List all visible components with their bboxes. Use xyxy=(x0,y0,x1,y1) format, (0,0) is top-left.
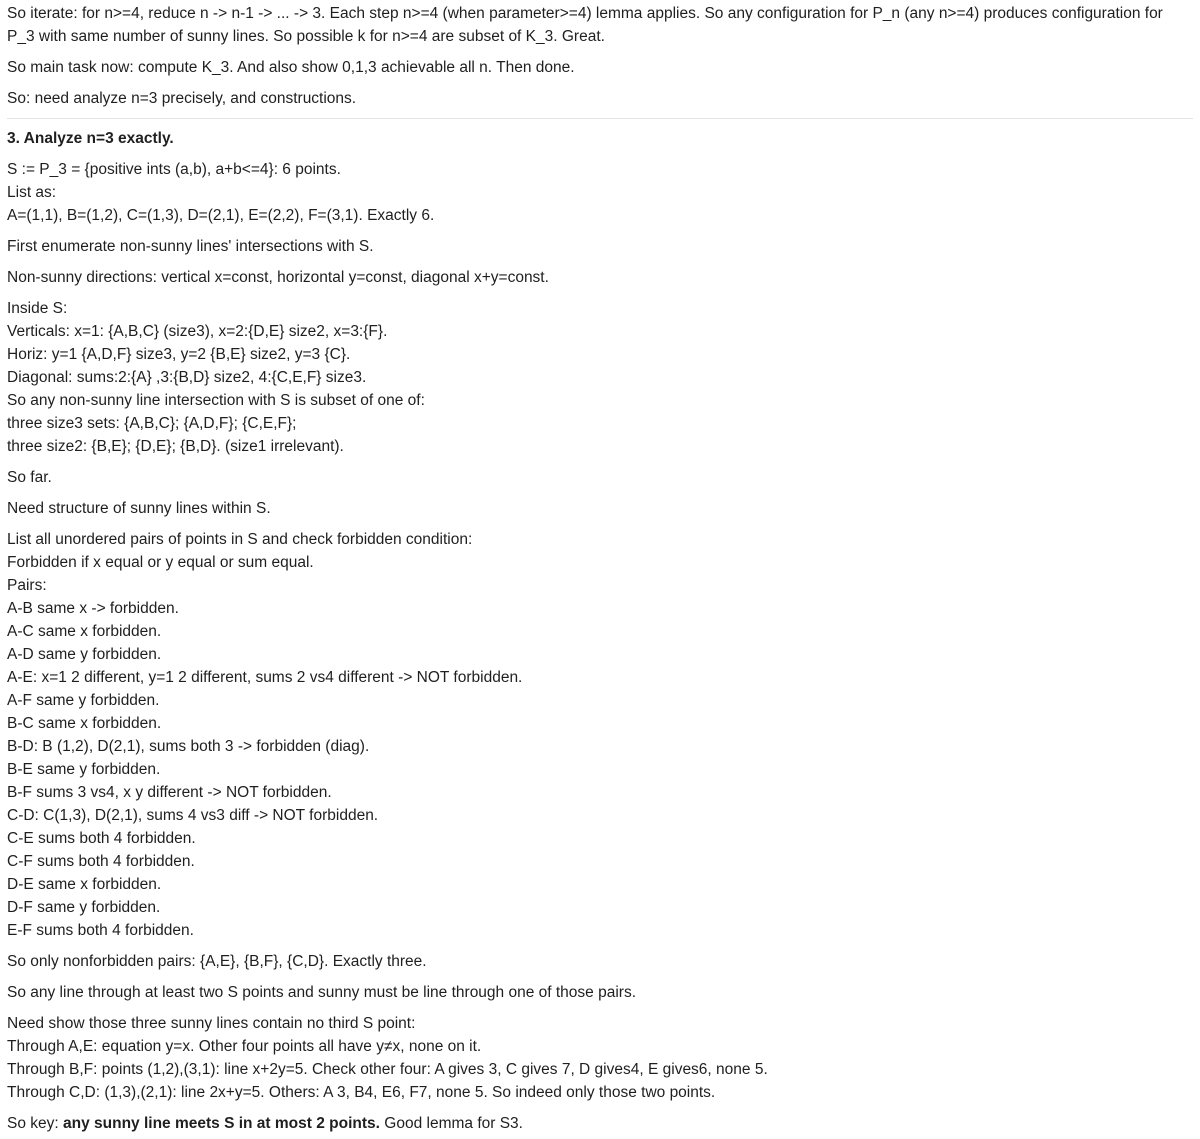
text-line: Horiz: y=1 {A,D,F} size3, y=2 {B,E} size2, y=3 {C}. xyxy=(7,346,351,363)
text-line: Diagonal: sums:2:{A} ,3:{B,D} size2, 4:{C,E,F} size3. xyxy=(7,369,367,386)
key-suffix: Good lemma for S3. xyxy=(379,1115,523,1132)
any-line-paragraph xyxy=(7,981,1193,1004)
text-line: So main task now: compute K_3. And also show 0,1,3 achievable all n. Then done. xyxy=(7,59,575,76)
text-line: So iterate: for n>=4, reduce n -> n-1 -> ... -> 3. Each step n>=4 (when parameter>=4) lemma applies. So any configuration for P_n (any n>=4) produces configuration for xyxy=(7,5,1163,22)
pair-line: C-D: C(1,3), D(2,1), sums 4 vs3 diff -> NOT forbidden. xyxy=(7,807,379,824)
text-line: So: need analyze n=3 precisely, and constructions. xyxy=(7,90,357,107)
text-line: Through A,E: equation y=x. Other four points all have y≠x, none on it. xyxy=(7,1038,482,1055)
pair-line: B-D: B (1,2), D(2,1), sums both 3 -> forbidden (diag). xyxy=(7,738,370,755)
section-divider xyxy=(7,118,1193,119)
pair-line: A-C same x forbidden. xyxy=(7,623,162,640)
text-line: List all unordered pairs of points in S and check forbidden condition: xyxy=(7,531,473,548)
pair-line: B-C same x forbidden. xyxy=(7,715,162,732)
text-line: A=(1,1), B=(1,2), C=(1,3), D=(2,1), E=(2,2), F=(3,1). Exactly 6. xyxy=(7,207,435,224)
pair-line: A-B same x -> forbidden. xyxy=(7,600,179,617)
pair-line: D-E same x forbidden. xyxy=(7,876,162,893)
pair-line: B-F sums 3 vs4, x y different -> NOT forbidden. xyxy=(7,784,332,801)
pair-line: D-F same y forbidden. xyxy=(7,899,161,916)
pair-line: B-E same y forbidden. xyxy=(7,761,161,778)
text-line: So only nonforbidden pairs: {A,E}, {B,F}, {C,D}. Exactly three. xyxy=(7,953,427,970)
text-line: Inside S: xyxy=(7,300,68,317)
pair-line: C-E sums both 4 forbidden. xyxy=(7,830,196,847)
text-line: Pairs: xyxy=(7,577,47,594)
inside-s-paragraph xyxy=(7,297,1193,458)
pair-line: A-F same y forbidden. xyxy=(7,692,160,709)
text-line: S := P_3 = {positive ints (a,b), a+b<=4}: 6 points. xyxy=(7,161,341,178)
key-lemma-bold: any sunny line meets S in at most 2 points. xyxy=(63,1115,380,1132)
enumerate-intro xyxy=(7,235,1193,258)
text-line: Need show those three sunny lines contain no third S point: xyxy=(7,1015,416,1032)
need-structure-paragraph xyxy=(7,497,1193,520)
text-line: three size2: {B,E}; {D,E}; {B,D}. (size1 irrelevant). xyxy=(7,438,344,455)
pair-line: A-E: x=1 2 different, y=1 2 different, sums 2 vs4 different -> NOT forbidden. xyxy=(7,669,523,686)
text-line: Forbidden if x equal or y equal or sum equal. xyxy=(7,554,314,571)
text-line: three size3 sets: {A,B,C}; {A,D,F}; {C,E,F}; xyxy=(7,415,297,432)
text-line: So any line through at least two S points and sunny must be line through one of those pairs. xyxy=(7,984,637,1001)
pair-line: A-D same y forbidden. xyxy=(7,646,162,663)
directions-paragraph xyxy=(7,266,1193,289)
nonforbidden-paragraph xyxy=(7,950,1193,973)
pairs-paragraph xyxy=(7,528,1193,942)
text-line: P_3 with same number of sunny lines. So possible k for n>=4 are subset of K_3. Great. xyxy=(7,28,605,45)
intro-paragraph-2 xyxy=(7,56,1193,79)
text-line: So any non-sunny line intersection with S is subset of one of: xyxy=(7,392,425,409)
text-line: Need structure of sunny lines within S. xyxy=(7,500,271,517)
need-show-paragraph xyxy=(7,1012,1193,1104)
pair-line: C-F sums both 4 forbidden. xyxy=(7,853,195,870)
text-line: Non-sunny directions: vertical x=const, horizontal y=const, diagonal x+y=const. xyxy=(7,269,549,286)
so-far-paragraph xyxy=(7,466,1193,489)
text-line: List as: xyxy=(7,184,57,201)
pair-line: E-F sums both 4 forbidden. xyxy=(7,922,194,939)
text-line: First enumerate non-sunny lines' intersections with S. xyxy=(7,238,374,255)
text-line: Through C,D: (1,3),(2,1): line 2x+y=5. Others: A 3, B4, E6, F7, none 5. So indeed only those two points. xyxy=(7,1084,716,1101)
text-line xyxy=(7,1112,1193,1135)
key-lemma-paragraph xyxy=(7,1112,1193,1135)
set-definition xyxy=(7,158,1193,227)
text-line: So far. xyxy=(7,469,52,486)
text-line: Verticals: x=1: {A,B,C} (size3), x=2:{D,E} size2, x=3:{F}. xyxy=(7,323,388,340)
section-heading: 3. Analyze n=3 exactly. xyxy=(7,130,174,147)
text-line: Through B,F: points (1,2),(3,1): line x+2y=5. Check other four: A gives 3, C gives 7, D gives4, E gives6, none 5. xyxy=(7,1061,768,1078)
intro-paragraph-3 xyxy=(7,87,1193,110)
intro-paragraph-1 xyxy=(7,2,1193,48)
key-prefix: So key: xyxy=(7,1115,63,1132)
